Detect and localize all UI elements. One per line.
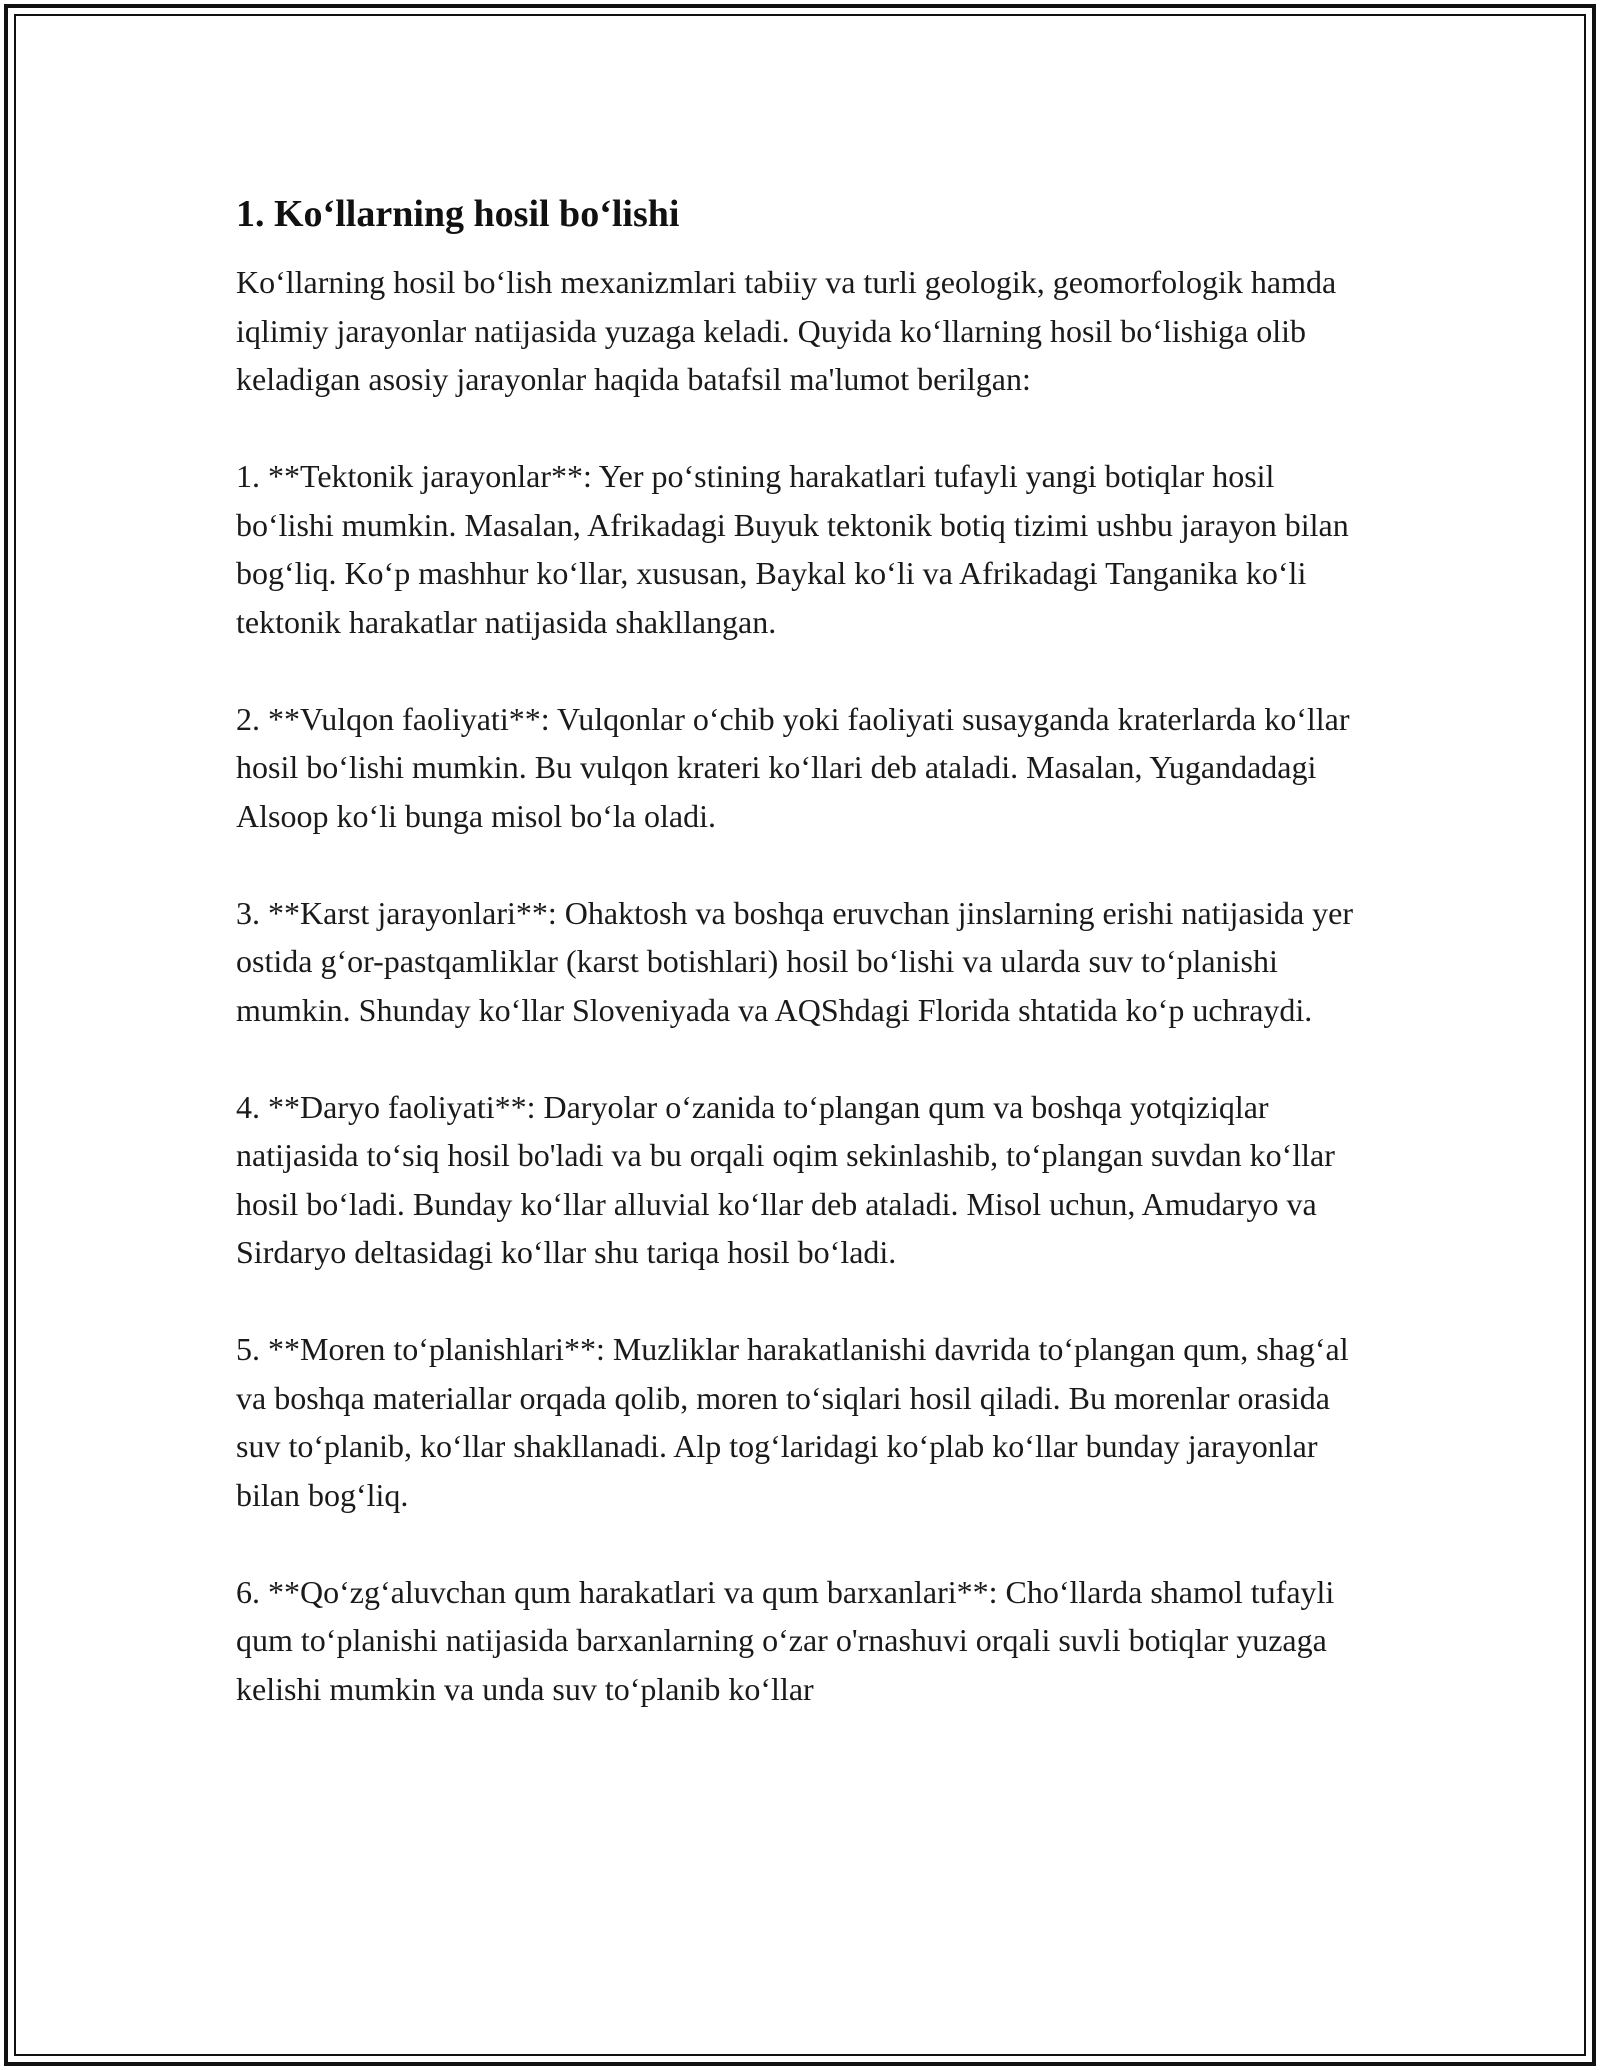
document-body <box>236 186 1366 1762</box>
paragraph-river-activity: 4. **Daryo faoliyati**: Daryolar o‘zanida to‘plangan qum va boshqa yotqiziqlar natijasida to‘siq hosil bo'ladi va bu orqali oqim sekinlashib, to‘plangan suvdan ko‘llar hosil bo‘ladi. Bunday ko‘llar alluvial ko‘llar deb ataladi. Misol uchun, Amudaryo va Sirdaryo deltasidagi ko‘llar shu tariqa hosil bo‘ladi. <box>236 1088 1335 1270</box>
paragraph-sand-dunes: 6. **Qo‘zg‘aluvchan qum harakatlari va qum barxanlari**: Cho‘llarda shamol tufayli qum to‘planishi natijasida barxanlarning o‘zar o'rnashuvi orqali suvli botiqlar yuzaga kelishi mumkin va unda suv to‘planib ko‘llar <box>236 1573 1335 1707</box>
section-heading: 1. Ko‘llarning hosil bo‘lishi <box>236 193 680 235</box>
paragraph-volcanic-activity: 2. **Vulqon faoliyati**: Vulqonlar o‘chib yoki faoliyati susayganda kraterlarda ko‘llar hosil bo‘lishi mumkin. Bu vulqon krateri ko‘llari deb ataladi. Masalan, Yugandadagi Alsoop ko‘li bunga misol bo‘la oladi. <box>236 700 1350 834</box>
intro-paragraph: Ko‘llarning hosil bo‘lish mexanizmlari tabiiy va turli geologik, geomorfologik hamda iqlimiy jarayonlar natijasida yuzaga keladi. Quyida ko‘llarning hosil bo‘lishiga olib keladigan asosiy jarayonlar haqida batafsil ma'lumot berilgan: <box>236 264 1337 397</box>
paragraph-moraine-deposits: 5. **Moren to‘planishlari**: Muzliklar harakatlanishi davrida to‘plangan qum, shag‘al va boshqa materiallar orqada qolib, moren to‘siqlari hosil qiladi. Bu morenlar orasida suv to‘planib, ko‘llar shakllanadi. Alp tog‘laridagi ko‘plab ko‘llar bunday jarayonlar bilan bog‘liq. <box>236 1331 1349 1513</box>
paragraph-karst-processes: 3. **Karst jarayonlari**: Ohaktosh va boshqa eruvchan jinslarning erishi natijasida yer ostida g‘or-pastqamliklar (karst botishlari) hosil bo‘lishi va ularda suv to‘planishi mumkin. Shunday ko‘llar Sloveniyada va AQShdagi Florida shtatida ko‘p uchraydi. <box>236 894 1354 1028</box>
paragraph-tectonic-processes: 1. **Tektonik jarayonlar**: Yer po‘stining harakatlari tufayli yangi botiqlar hosil bo‘lishi mumkin. Masalan, Afrikadagi Buyuk tektonik botiq tizimi ushbu jarayon bilan bog‘liq. Ko‘p mashhur ko‘llar, xususan, Baykal ko‘li va Afrikadagi Tanganika ko‘li tektonik harakatlar natijasida shakllangan. <box>236 458 1349 640</box>
